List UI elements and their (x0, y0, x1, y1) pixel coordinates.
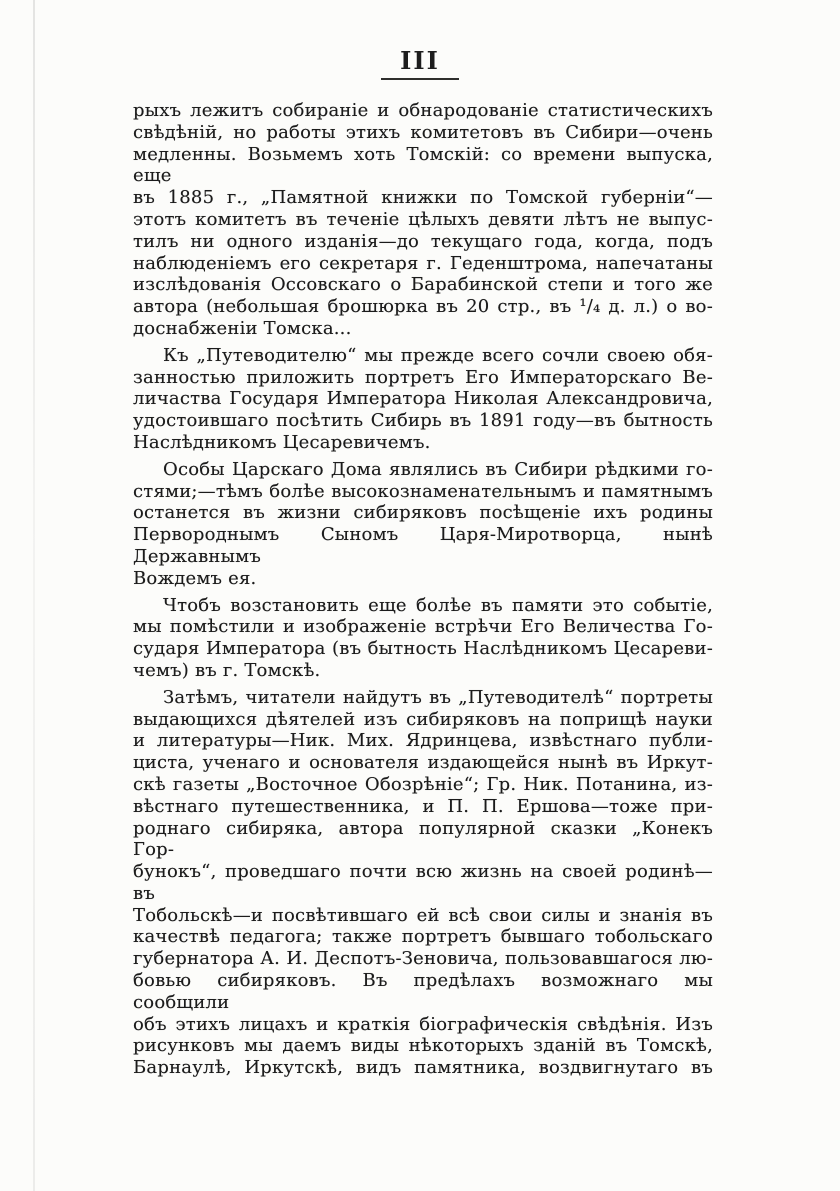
text-line: губернатора А. И. Деспотъ-Зеновича, пользовавшагося лю- (133, 948, 713, 970)
text-line: автора (небольшая брошюрка въ 20 стр., въ ¹/₄ д. л.) о во- (133, 296, 713, 318)
text-line: Затѣмъ, читатели найдутъ въ „Путеводителѣ“ портреты (163, 686, 713, 708)
text-line: Къ „Путеводителю“ мы прежде всего сочли своею обя- (163, 344, 713, 366)
text-line: удостоившаго посѣтить Сибирь въ 1891 году—въ бытность (133, 410, 713, 432)
text-line: выдающихся дѣятелей изъ сибиряковъ на поприщѣ науки (133, 708, 713, 730)
text-line: бовью сибиряковъ. Въ предѣлахъ возможнаго мы сообщили (133, 970, 713, 1013)
text-line: и литературы—Ник. Мих. Ядринцева, извѣстнаго публи- (133, 730, 713, 752)
text-line: свѣдѣній, но работы этихъ комитетовъ въ Сибири—очень (133, 121, 713, 143)
paragraph (133, 459, 713, 590)
text-line: Вождемъ ея. (133, 567, 257, 589)
text-line: Первороднымъ Сыномъ Царя-Миротворца, нынѣ Державнымъ (133, 524, 713, 567)
text-line: Тобольскѣ—и посвѣтившаго ей всѣ свои силы и знанія въ (133, 904, 713, 926)
text-line: медленны. Возьмемъ хоть Томскій: со времени выпуска, еще (133, 143, 713, 187)
paragraph (133, 595, 713, 682)
paragraph (133, 345, 713, 454)
paragraph (133, 100, 713, 340)
text-line: личаства Государя Императора Николая Александровича, (133, 388, 713, 410)
text-line: роднаго сибиряка, автора популярной сказки „Конекъ Гор- (133, 817, 713, 861)
scan-gutter-edge (33, 0, 35, 1191)
text-line: Особы Царскаго Дома являлись въ Сибири рѣдкими го- (163, 458, 713, 480)
text-line: скѣ газеты „Восточное Обозрѣніе“; Гр. Ник. Потанина, из- (133, 773, 713, 795)
paragraph (133, 687, 713, 1079)
text-line: изслѣдованія Оссовскаго о Барабинской степи и того же (133, 274, 713, 296)
text-line: сударя Императора (въ бытность Наслѣдникомъ Цесареви- (133, 638, 713, 660)
text-line: тилъ ни одного изданія—до текущаго года, когда, подъ (133, 230, 713, 252)
text-line: циста, ученаго и основателя издающейся нынѣ въ Иркут- (133, 752, 713, 774)
page-number: III (400, 46, 440, 75)
body-text (133, 100, 713, 1079)
text-line: объ этихъ лицахъ и краткія біографическія свѣдѣнія. Изъ (133, 1013, 713, 1035)
text-line: бунокъ“, проведшаго почти всю жизнь на своей родинѣ—въ (133, 861, 713, 904)
text-line: доснабженіи Томска... (133, 317, 352, 339)
text-line: Барнаулѣ, Иркутскѣ, видъ памятника, воздвигнутаго въ (133, 1057, 713, 1079)
text-line: мы помѣстили и изображеніе встрѣчи Его Величества Го- (133, 616, 713, 638)
text-line: Наслѣдникомъ Цесаревичемъ. (133, 431, 431, 453)
text-line: въ 1885 г., „Памятной книжки по Томской губерніи“— (133, 187, 713, 209)
text-line: чемъ) въ г. Томскѣ. (133, 659, 321, 681)
text-line: занностью приложить портретъ Его Императорскаго Ве- (133, 366, 713, 388)
page-header (0, 48, 840, 80)
text-line: вѣстнаго путешественника, и П. П. Ершова—тоже при- (133, 795, 713, 817)
text-line: Чтобъ возстановить еще болѣе въ памяти это событіе, (163, 594, 713, 616)
text-line: стями;—тѣмъ болѣе высокознаменательнымъ и памятнымъ (133, 480, 713, 502)
text-line: останется въ жизни сибиряковъ посѣщеніе ихъ родины (133, 502, 713, 524)
text-line: рисунковъ мы даемъ виды нѣкоторыхъ зданій въ Томскѣ, (133, 1035, 713, 1057)
text-line: этотъ комитетъ въ теченіе цѣлыхъ девяти лѣтъ не выпус- (133, 208, 713, 230)
text-line: качествѣ педагога; также портретъ бывшаго тобольскаго (133, 926, 713, 948)
text-line: рыхъ лежитъ собираніе и обнародованіе статистическихъ (133, 100, 713, 121)
header-rule (381, 78, 459, 80)
text-line: наблюденіемъ его секретаря г. Геденштрома, напечатаны (133, 252, 713, 274)
